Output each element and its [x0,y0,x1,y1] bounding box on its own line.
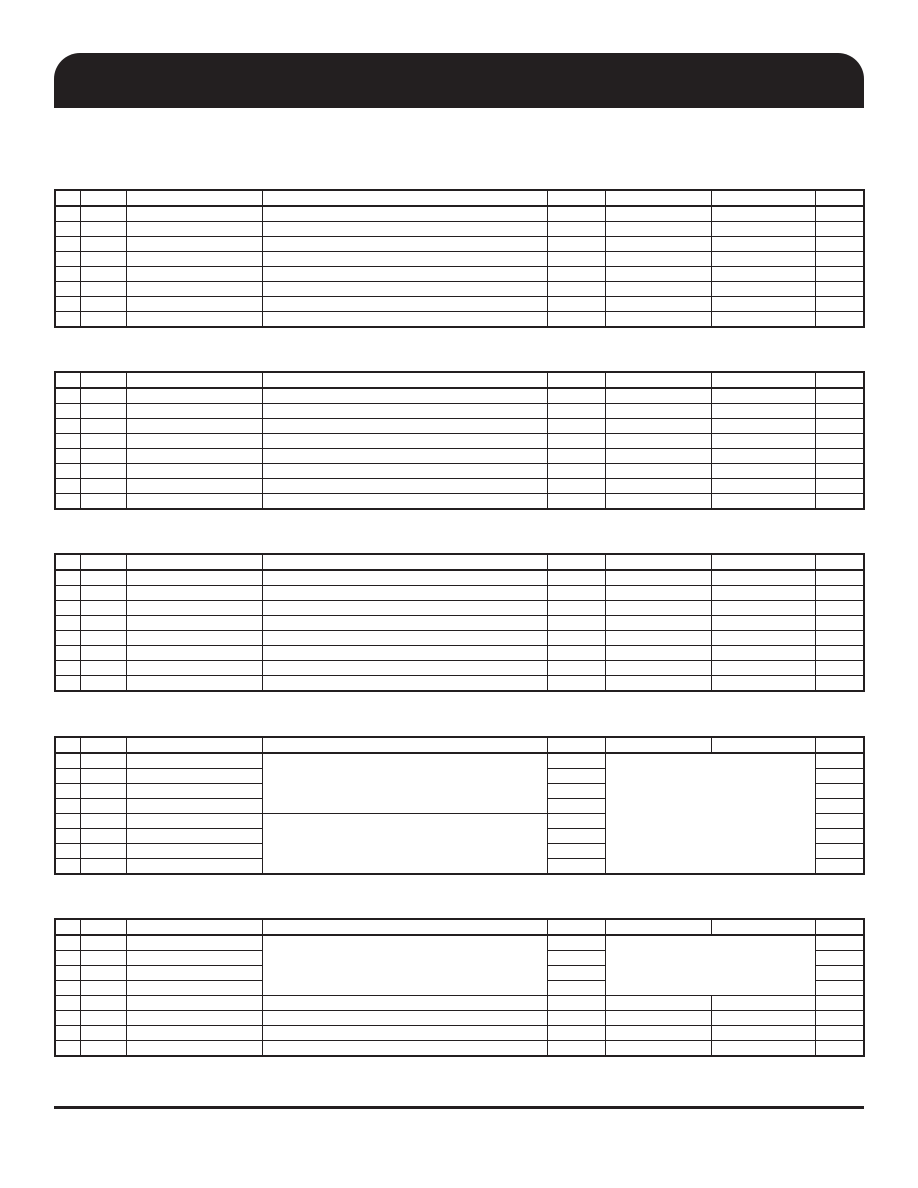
table-row [55,206,864,222]
table-row [55,434,864,449]
table-row [55,494,864,510]
header-banner [54,53,864,108]
table-header-row [55,737,864,753]
pin-table-4 [54,736,865,875]
table-row [55,479,864,494]
table-row [55,464,864,479]
table-row [55,1041,864,1057]
table-row [55,252,864,267]
table-row [55,586,864,601]
table-row [55,996,864,1011]
footer-rule [54,1106,864,1109]
table-header-row [55,372,864,388]
table-row [55,267,864,282]
table-row [55,419,864,434]
pin-table-1 [54,189,865,328]
table-row [55,449,864,464]
table-row [55,1026,864,1041]
pin-table-2 [54,371,865,510]
merged-cell [605,935,815,996]
table-row [55,1011,864,1026]
table-header-row [55,554,864,570]
merged-cell [605,753,815,874]
table-row [55,312,864,328]
table-row [55,297,864,312]
merged-cell [262,814,547,875]
table-header-row [55,919,864,935]
table-row [55,631,864,646]
table-row [55,388,864,404]
table-row [55,282,864,297]
table-row [55,646,864,661]
pin-table-3 [54,553,865,692]
table-row [55,676,864,692]
table-row [55,570,864,586]
table-row [55,237,864,252]
merged-cell [262,753,547,814]
table-row [55,616,864,631]
table-row [55,404,864,419]
table-row [55,601,864,616]
table-row [55,753,864,769]
pin-table-5 [54,918,865,1057]
table-row [55,661,864,676]
table-header-row [55,190,864,206]
merged-cell [262,935,547,996]
table-row [55,222,864,237]
table-row [55,935,864,951]
